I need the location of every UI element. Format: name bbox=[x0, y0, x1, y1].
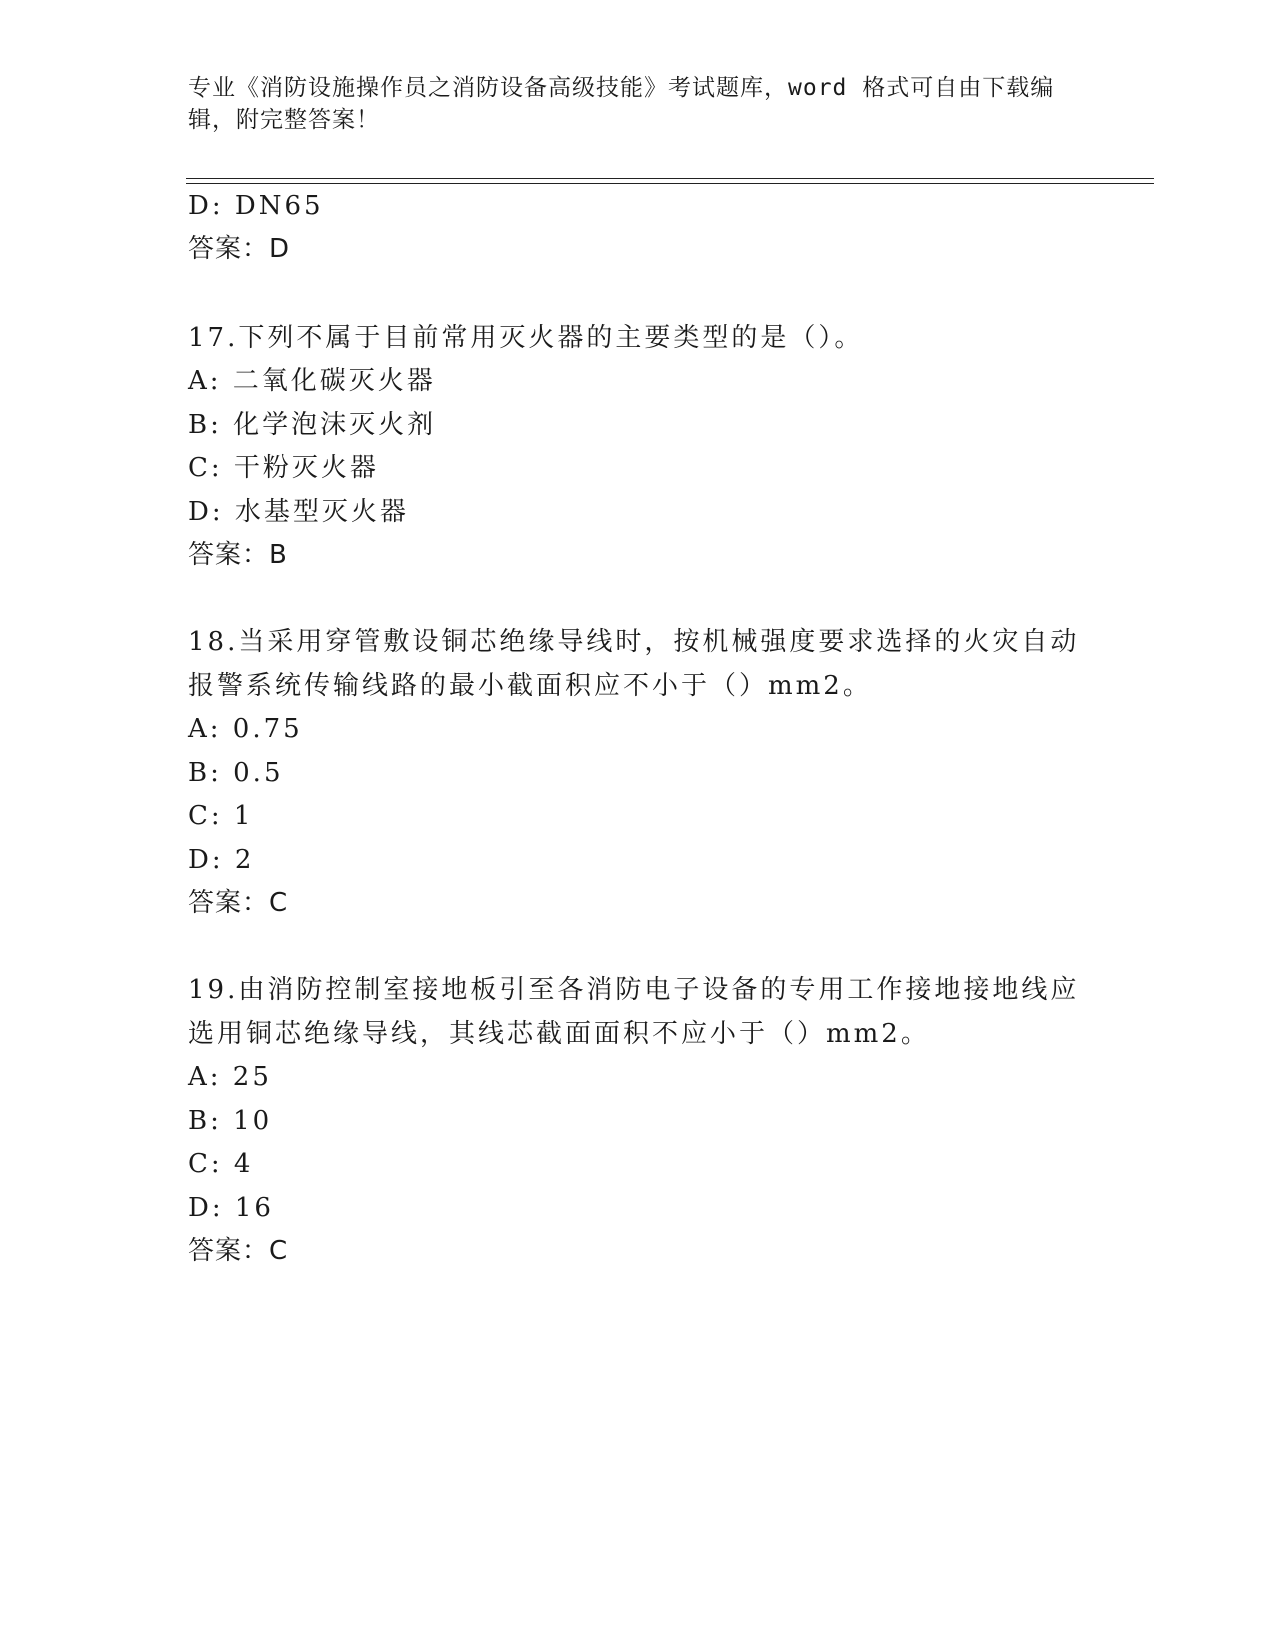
q18-stem-line-2: 报警系统传输线路的最小截面积应不小于（）mm2。 bbox=[188, 671, 872, 701]
q19-stem-line-1: 19.由消防控制室接地板引至各消防电子设备的专用工作接地接地线应 bbox=[188, 975, 1080, 1005]
prev-option-d: D: DN65 bbox=[188, 191, 324, 221]
q17-option-c: C: 干粉灭火器 bbox=[188, 453, 379, 483]
document-header-note bbox=[188, 72, 1088, 136]
q18-answer: 答案：C bbox=[188, 888, 289, 918]
q19-stem-line-2: 选用铜芯绝缘导线，其线芯截面面积不应小于（）mm2。 bbox=[188, 1019, 930, 1049]
header-divider-bottom bbox=[186, 183, 1154, 184]
q19-option-d: D: 16 bbox=[188, 1193, 274, 1223]
q17-option-a: A: 二氧化碳灭火器 bbox=[188, 366, 436, 396]
header-line-1: 专业《消防设施操作员之消防设备高级技能》考试题库，word 格式可自由下载编 bbox=[188, 75, 1055, 101]
q17-option-d: D: 水基型灭火器 bbox=[188, 497, 409, 527]
q19-option-b: B: 10 bbox=[188, 1106, 273, 1136]
q17-option-b: B: 化学泡沫灭火剂 bbox=[188, 410, 437, 440]
q18-option-b: B: 0.5 bbox=[188, 758, 284, 788]
header-divider-top bbox=[186, 178, 1154, 179]
q18-option-c: C: 1 bbox=[188, 801, 254, 831]
q19-option-c: C: 4 bbox=[188, 1149, 254, 1179]
q19-answer: 答案：C bbox=[188, 1236, 289, 1266]
q19-option-a: A: 25 bbox=[188, 1062, 272, 1092]
q17-answer: 答案：B bbox=[188, 540, 288, 570]
q18-stem-line-1: 18.当采用穿管敷设铜芯绝缘导线时，按机械强度要求选择的火灾自动 bbox=[188, 627, 1080, 657]
q18-option-a: A: 0.75 bbox=[188, 714, 303, 744]
prev-answer: 答案：D bbox=[188, 234, 291, 264]
q18-option-d: D: 2 bbox=[188, 845, 255, 875]
q17-stem: 17.下列不属于目前常用灭火器的主要类型的是（）。 bbox=[188, 323, 864, 353]
header-line-2: 辑，附完整答案！ bbox=[188, 107, 380, 133]
